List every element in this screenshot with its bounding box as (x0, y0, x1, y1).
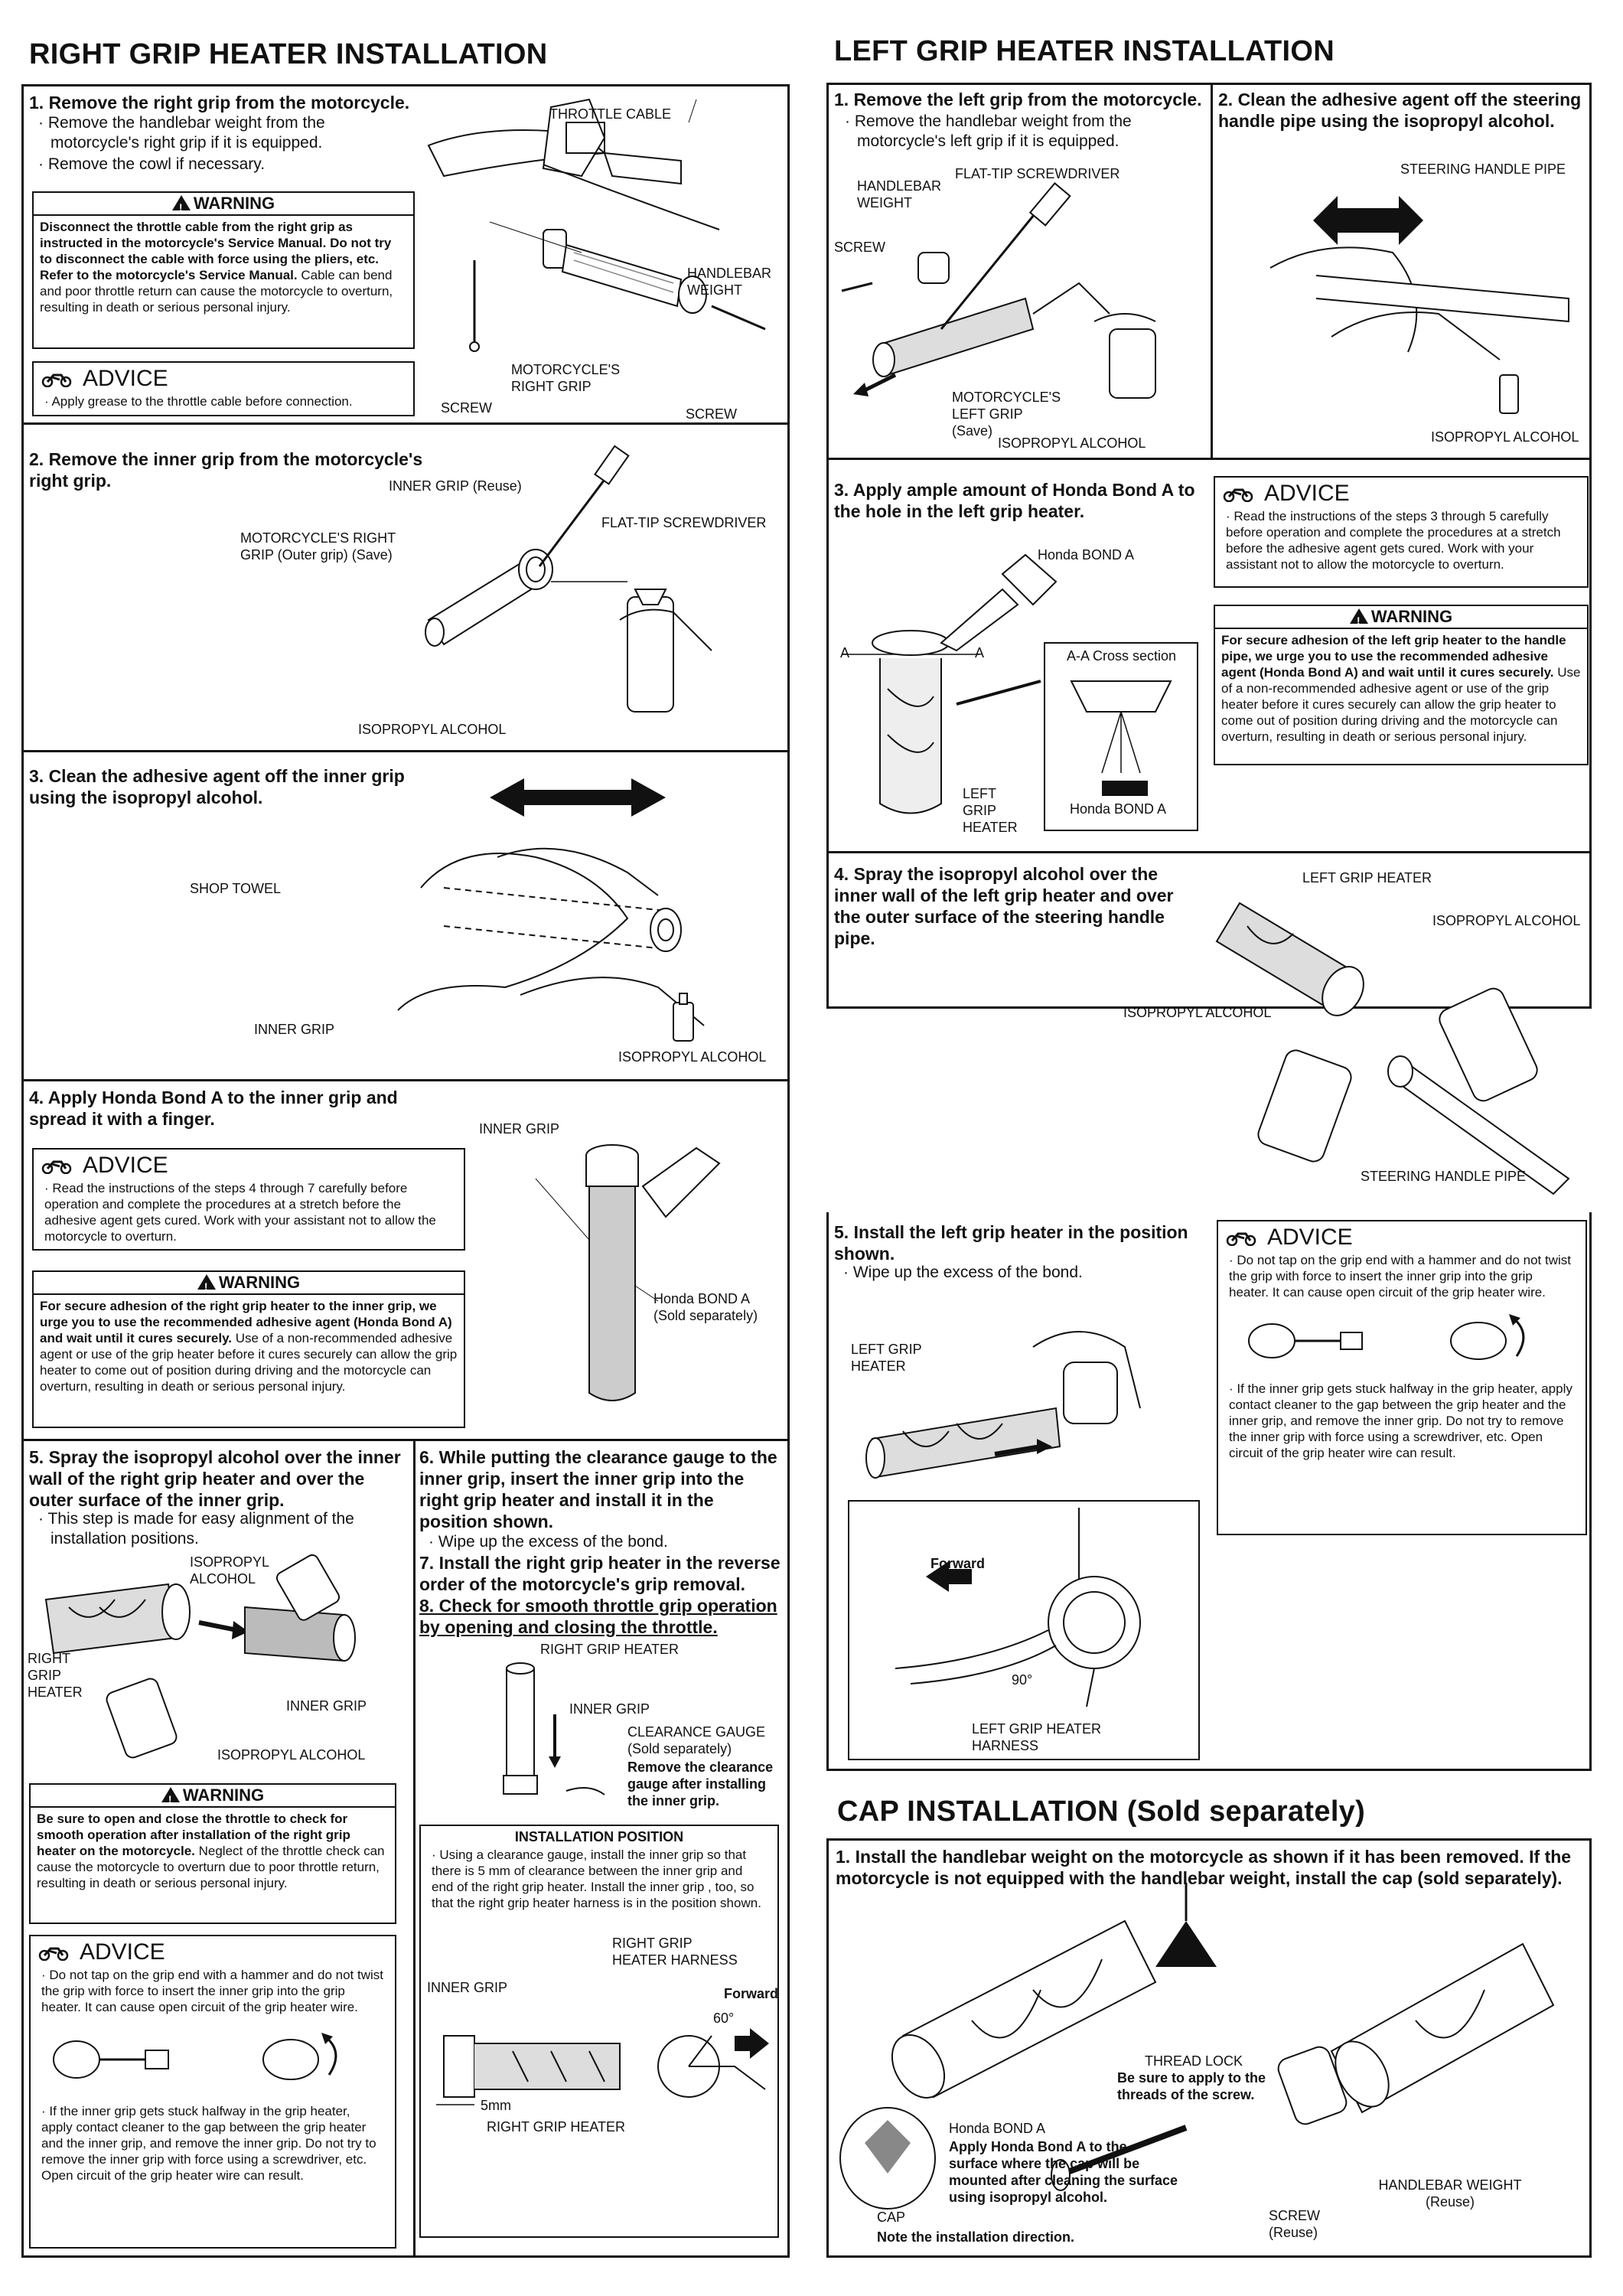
label-isopropyl-alcohol: ISOPROPYL ALCOHOL (217, 1747, 366, 1763)
label-screw-reuse: SCREW (Reuse) (1269, 2208, 1320, 2240)
label-left-grip-heater: LEFT GRIP HEATER (963, 786, 1018, 835)
clearance-gauge-illustration (490, 1653, 627, 1806)
right-step-7-title: 7. Install the right grip heater in the reverse order of the motorcycle's grip removal. (419, 1553, 781, 1594)
label-inner-grip: INNER GRIP (479, 1121, 560, 1137)
left-step-5-bullet: · Wipe up the excess of the bond. (843, 1264, 1083, 1281)
left-heater-install-illustration (865, 1301, 1201, 1492)
right-step-8-text: 8. Check for smooth throttle grip operation by opening and closing the throttle. (419, 1596, 777, 1637)
motorcycle-icon (41, 370, 72, 387)
warning-label: WARNING (1370, 607, 1453, 626)
label-motorcycle-right-grip: MOTORCYCLE'S RIGHT GRIP (511, 362, 621, 394)
label-isopropyl-alcohol: ISOPROPYL ALCOHOL (618, 1049, 767, 1065)
label-screw: SCREW (441, 400, 492, 416)
left-step-1-title: 1. Remove the left grip from the motorcycle. (834, 90, 1202, 109)
warning-box (32, 1270, 465, 1428)
do-not-tap-illustration (31, 2021, 383, 2098)
label-inner-grip: INNER GRIP (286, 1698, 367, 1714)
warning-icon (161, 1787, 180, 1802)
label-gauge-note: Remove the clearance gauge after installing the inner grip. (627, 1760, 774, 1808)
motorcycle-icon (38, 1944, 69, 1961)
label-a-a-cross-section: A-A Cross section (1067, 648, 1177, 664)
label-90-degrees: 90° (1012, 1672, 1033, 1688)
advice-text: · Read the instructions of the steps 3 through 5 carefully before operation and complete the procedures at a stretch before the adhesive agent gets cured. Work with your assistant not to allow the motorcycle to overturn. (1226, 509, 1561, 572)
spray-left-heater-illustration (1201, 888, 1584, 1186)
label-left-grip-heater: LEFT GRIP HEATER (851, 1342, 922, 1374)
divider (413, 1439, 416, 2258)
label-honda-bond-a: Honda BOND A (1070, 801, 1167, 817)
label-right-grip-heater: RIGHT GRIP HEATER (28, 1651, 83, 1700)
left-step-1-bullet: · Remove the handlebar weight from the motorcycle's left grip if it is equipped. (845, 113, 1132, 150)
divider (21, 1079, 790, 1081)
right-step-5-title: 5. Spray the isopropyl alcohol over the inner wall of the right grip heater and over the outer surface of the inner grip. (29, 1447, 401, 1510)
right-step-2-title: 2. Remove the inner grip from the motorcycle's right grip. (29, 449, 423, 491)
advice-text: · Apply grease to the throttle cable before connection. (44, 394, 353, 409)
label-thread-lock: THREAD LOCK (1145, 2053, 1243, 2069)
left-step-5-title: 5. Install the left grip heater in the position shown. (834, 1222, 1188, 1264)
advice-text: · If the inner grip gets stuck halfway in the grip heater, apply contact cleaner to the gap between the grip heater and the inner grip, and remove the inner grip. Do not try to remove the inner grip with force using a screwdriver, etc. Open circuit of the grip heater wire can result. (41, 2104, 376, 2183)
advice-box (29, 1935, 396, 2249)
label-left-grip-heater: LEFT GRIP HEATER (1302, 870, 1432, 885)
label-right-grip-heater: RIGHT GRIP HEATER (487, 2119, 626, 2135)
label-forward: Forward (930, 1556, 986, 1571)
motorcycle-icon (41, 1157, 72, 1174)
label-screw: SCREW (686, 406, 737, 422)
label-inner-grip: INNER GRIP (254, 1022, 335, 1037)
label-throttle-cable: THROTTLE CABLE (549, 106, 672, 122)
warning-label: WARNING (182, 1786, 265, 1805)
cleaning-inner-grip-illustration (306, 811, 765, 1056)
advice-label: ADVICE (1264, 481, 1350, 506)
warning-text: Use of a non-recommended adhesive agent or use of the grip heater before it cures securely can allow the grip heater to come out of position during driving and the motorcycle can overturn, resulting in death or serious personal injury. (40, 1331, 458, 1394)
warning-text: Cable can bend and poor throttle return can cause the motorcycle to overturn, resulting in death or serious personal injury. (40, 268, 393, 315)
motorcycle-icon (1226, 1229, 1256, 1246)
label-60-degrees: 60° (713, 2011, 735, 2026)
label-isopropyl-alcohol: ISOPROPYL ALCOHOL (1431, 429, 1579, 445)
label-handlebar-weight-reuse: HANDLEBAR WEIGHT (Reuse) (1378, 2177, 1522, 2210)
label-shop-towel: SHOP TOWEL (190, 881, 282, 896)
right-step-3-title: 3. Clean the adhesive agent off the inner grip using the isopropyl alcohol. (29, 766, 405, 807)
warning-text: Neglect of the throttle check can cause the motorcycle to overturn due to poor throttle return, resulting in death or serious personal injury. (37, 1844, 385, 1890)
right-step-1-bullet: · Remove the cowl if necessary. (38, 155, 266, 173)
left-harness-position-illustration (865, 1508, 1194, 1753)
advice-text: · Do not tap on the grip end with a hammer and do not twist the grip with force to insert the inner grip into the grip heater. It can cause open circuit of the grip heater wire. (41, 1968, 383, 2014)
warning-text: Use of a non-recommended adhesive agent or use of the grip heater before it cures securely can allow the grip heater to come out of position during driving and the motorcycle can overturn, resulting in death or serious personal injury. (1221, 665, 1581, 744)
warning-icon (1350, 608, 1368, 624)
label-right-grip-heater-harness: RIGHT GRIP HEATER HARNESS (612, 1936, 738, 1968)
warning-emphasis: For secure adhesion of the left grip heater to the handle pipe, we urge you to use the recommended adhesive agent (Honda Bond A) and wait until it cures securely. (1221, 633, 1566, 680)
warning-emphasis: Be sure to open and close the throttle to check for smooth operation after installation of the right grip heater on the motorcycle. (37, 1812, 350, 1858)
label-steering-handle-pipe: STEERING HANDLE PIPE (1361, 1169, 1527, 1184)
label-motorcycle-left-grip: MOTORCYCLE'S LEFT GRIP (Save) (952, 390, 1061, 439)
right-step-8-title (419, 1595, 783, 1638)
warning-emphasis: Disconnect the throttle cable from the right grip as instructed in the motorcycle's Service Manual. Do not try to disconnect the cable with force using the pliers, etc. Refer to the motorcycle's Service Manual. (40, 220, 392, 282)
label-flat-tip-screwdriver: FLAT-TIP SCREWDRIVER (955, 166, 1120, 181)
label-forward: Forward (724, 1986, 779, 2001)
warning-label: WARNING (218, 1273, 301, 1292)
right-step-6-bullet: · Wipe up the excess of the bond. (429, 1533, 668, 1551)
advice-label: ADVICE (1267, 1225, 1353, 1250)
label-steering-handle-pipe: STEERING HANDLE PIPE (1400, 161, 1566, 177)
inner-grip-removal-illustration (398, 444, 719, 735)
warning-box (29, 1783, 396, 1924)
divider (826, 458, 1592, 460)
divider (21, 422, 790, 425)
label-bond-note: Apply Honda Bond A to the surface where the cap will be mounted after cleaning the surface using isopropyl alcohol. (949, 2139, 1178, 2205)
label-isopropyl-alcohol: ISOPROPYL ALCOHOL (998, 435, 1146, 451)
advice-box (32, 361, 415, 416)
divider (21, 1439, 790, 1441)
label-inner-grip: INNER GRIP (569, 1701, 650, 1717)
label-5mm: 5mm (481, 2098, 511, 2113)
label-isopropyl-alcohol: ISOPROPYL ALCOHOL (1123, 1005, 1272, 1020)
advice-label: ADVICE (80, 1939, 165, 1965)
divider (21, 750, 790, 752)
advice-label: ADVICE (83, 366, 168, 391)
label-flat-tip-screwdriver: FLAT-TIP SCREWDRIVER (601, 515, 767, 530)
warning-emphasis: For secure adhesion of the right grip heater to the inner grip, we urge you to use the recommended adhesive agent (Honda Bond A) and wait until it cures securely. (40, 1299, 452, 1345)
label-cap: CAP (877, 2210, 906, 2225)
advice-text: · Read the instructions of the steps 4 through 7 carefully before operation and complete the procedures at a stretch before the adhesive agent gets cured. Work with your assistant not to allow the motorcycle to overturn. (44, 1181, 436, 1244)
right-step-4-title: 4. Apply Honda Bond A to the inner grip and spread it with a finger. (29, 1088, 398, 1129)
advice-text: · Do not tap on the grip end with a hammer and do not twist the grip with force to insert the inner grip into the grip heater. It can cause open circuit of the grip heater wire. (1229, 1253, 1571, 1300)
cleaning-pipe-illustration (1240, 184, 1584, 429)
label-section-a: A (975, 645, 985, 660)
advice-box (1214, 476, 1589, 588)
cap-section-title: CAP INSTALLATION (Sold separately) (837, 1795, 1366, 1828)
divider (1211, 83, 1213, 458)
label-outer-grip-save: MOTORCYCLE'S RIGHT GRIP (Outer grip) (Save) (240, 530, 396, 563)
label-handlebar-weight: HANDLEBAR WEIGHT (857, 178, 942, 210)
warning-box (1214, 605, 1589, 765)
label-honda-bond-a: Honda BOND A (949, 2121, 1046, 2136)
label-clearance-gauge: CLEARANCE GAUGE (Sold separately) (627, 1724, 766, 1756)
label-honda-bond-a: Honda BOND A (Sold separately) (653, 1291, 758, 1323)
right-step-1-title: 1. Remove the right grip from the motorcycle. (29, 93, 410, 113)
advice-box (32, 1148, 465, 1251)
left-step-4-title: 4. Spray the isopropyl alcohol over the inner wall of the left grip heater and over the outer surface of the steering handle pipe. (834, 864, 1174, 948)
warning-box (32, 191, 415, 349)
label-left-grip-heater-harness: LEFT GRIP HEATER HARNESS (972, 1721, 1102, 1753)
label-handlebar-weight: HANDLEBAR WEIGHT (687, 266, 772, 298)
divider (826, 851, 1592, 853)
label-isopropyl-alcohol: ISOPROPYL ALCOHOL (1432, 913, 1581, 928)
installation-position-text: · Using a clearance gauge, install the inner grip so that there is 5 mm of clearance between the inner grip and end of the right grip heater. Install the inner grip , too, so that the right grip heater harness is in the position shown. (432, 1848, 761, 1910)
label-section-a: A (840, 645, 850, 660)
label-honda-bond-a: Honda BOND A (1038, 547, 1135, 563)
right-step-5-bullet: · This step is made for easy alignment of the installation positions. (38, 1510, 354, 1548)
right-section-title: RIGHT GRIP HEATER INSTALLATION (29, 38, 548, 70)
cap-step-1-title: 1. Install the handlebar weight on the motorcycle as shown if it has been removed. If the motorcycle is not equipped with the handlebar weight, install the cap (sold separately). (836, 1847, 1572, 1888)
left-step-3-title: 3. Apply ample amount of Honda Bond A to the hole in the left grip heater. (834, 480, 1195, 521)
label-inner-grip-reuse: INNER GRIP (Reuse) (389, 478, 522, 494)
warning-icon (172, 195, 191, 210)
right-step-1-bullet: · Remove the handlebar weight from the motorcycle's right grip if it is equipped. (38, 114, 325, 152)
label-screw: SCREW (834, 240, 885, 255)
advice-text: · If the inner grip gets stuck halfway in the grip heater, apply contact cleaner to the gap between the grip heater and the inner grip, and remove the inner grip. Do not try to remove the inner grip with force using a screwdriver, etc. Open circuit of the grip heater wire can result. (1229, 1381, 1572, 1460)
advice-label: ADVICE (83, 1153, 168, 1178)
label-cap-note: Note the installation direction. (877, 2229, 1075, 2245)
do-not-tap-illustration (1218, 1306, 1570, 1375)
label-isopropyl-alcohol: ISOPROPYL ALCOHOL (358, 722, 507, 737)
advice-box (1217, 1220, 1587, 1535)
left-grip-removal-illustration (834, 191, 1201, 421)
motorcycle-icon (1223, 485, 1253, 502)
bond-application-illustration (566, 1133, 750, 1416)
left-step-2-title: 2. Clean the adhesive agent off the steering handle pipe using the isopropyl alcohol. (1218, 90, 1582, 131)
label-inner-grip: INNER GRIP (427, 1980, 508, 1995)
warning-label: WARNING (193, 194, 275, 213)
installation-position-title: INSTALLATION POSITION (514, 1829, 684, 1844)
label-thread-lock-note: Be sure to apply to the threads of the screw. (1117, 2070, 1266, 2102)
left-section-title: LEFT GRIP HEATER INSTALLATION (834, 35, 1335, 67)
label-isopropyl-alcohol: ISOPROPYL ALCOHOL (190, 1554, 269, 1587)
label-right-grip-heater: RIGHT GRIP HEATER (540, 1642, 680, 1657)
warning-icon (197, 1274, 216, 1290)
right-step-6-title: 6. While putting the clearance gauge to the inner grip, insert the inner grip into the right grip heater and install it in the position shown. (419, 1447, 777, 1531)
